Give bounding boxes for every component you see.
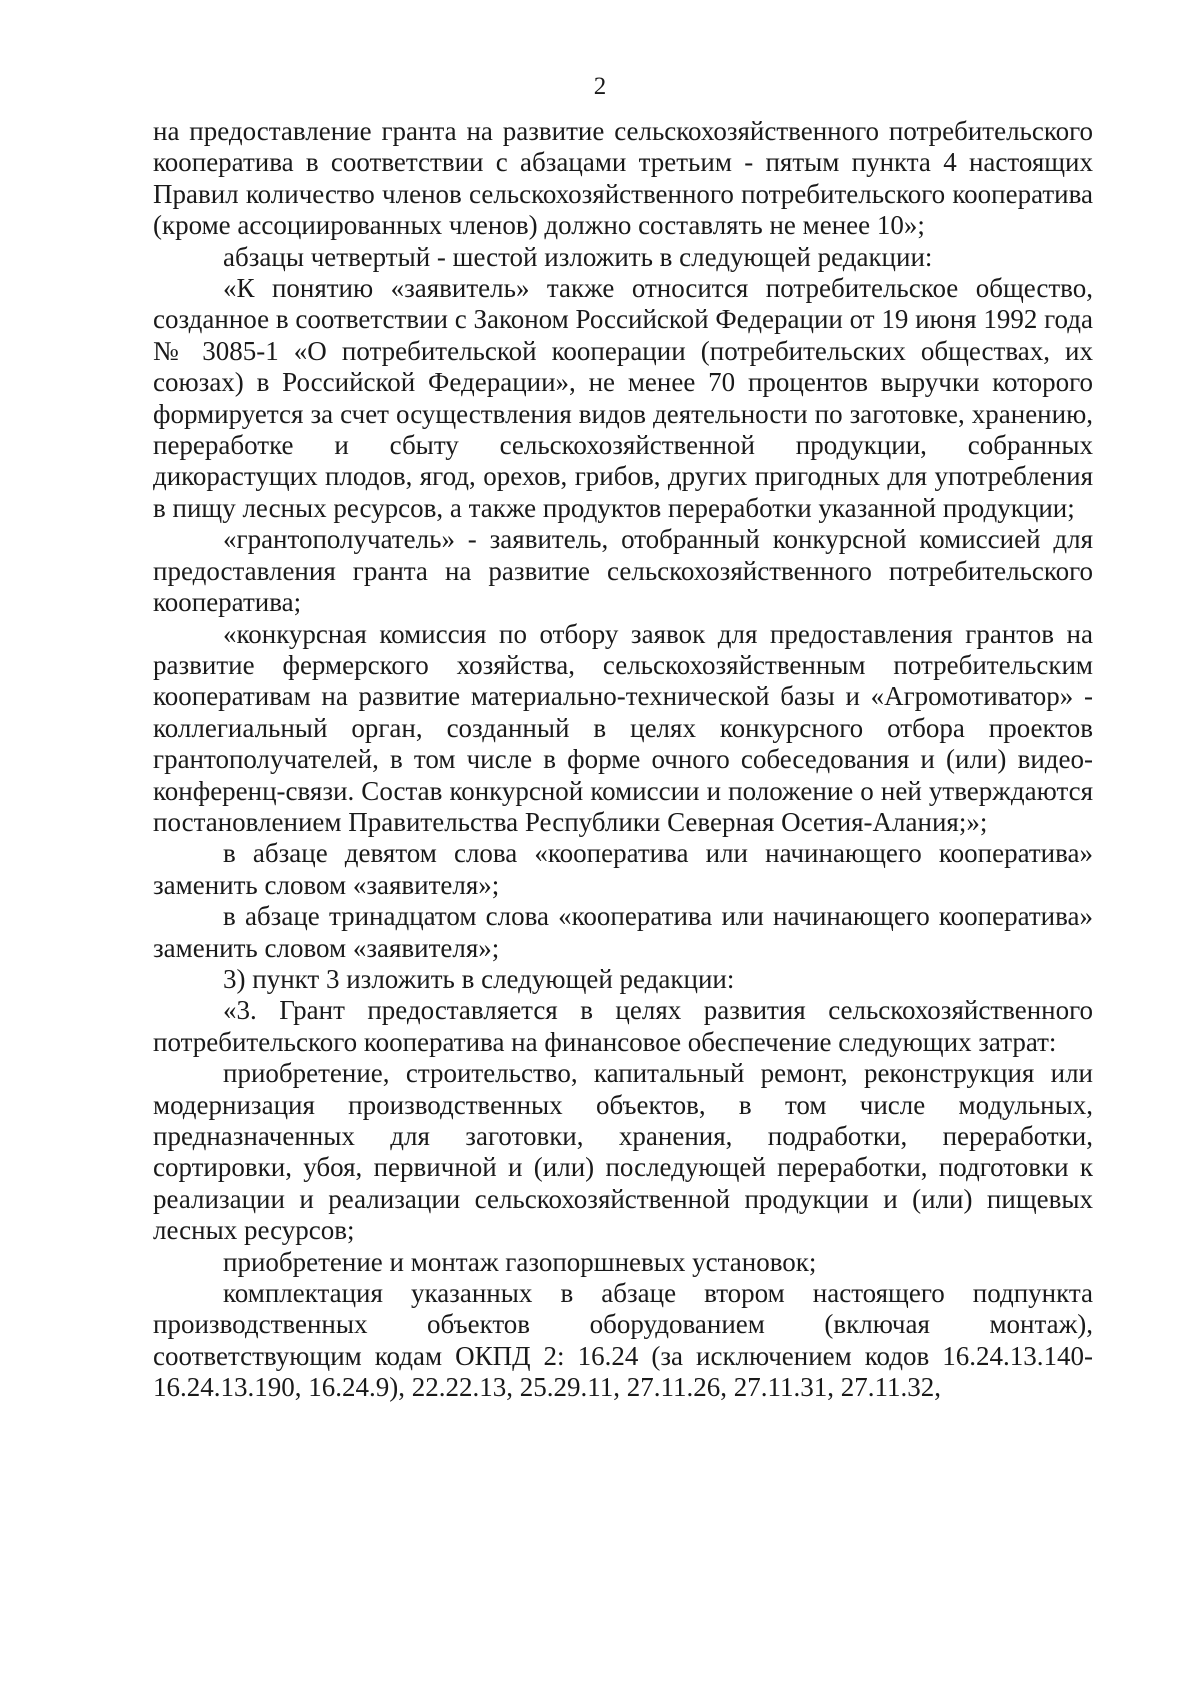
paragraph-thirteenth-replacement: в абзаце тринадцатом слова «кооператива или начинающего кооператива» заменить словом «заявителя»; [153,901,1093,963]
paragraph-ninth-replacement: в абзаце девятом слова «кооператива или начинающего кооператива» заменить словом «заявителя»; [153,838,1093,900]
page-number: 2 [593,73,607,100]
paragraph-grant-recipient-definition: «грантополучатель» - заявитель, отобранный конкурсной комиссией для предоставления гранта на развитие сельскохозяйственного потребительского кооператива; [153,524,1093,618]
paragraph-amendment-intro: абзацы четвертый - шестой изложить в следующей редакции: [223,241,933,272]
paragraph-applicant-definition: «К понятию «заявитель» также относится потребительское общество, созданное в соответствии с Законом Российской Федерации от 19 июня 1992 года № 3085-1 «О потребительской кооперации (потребительских обществах, их союзах) в Российской Федерации», не менее 70 процентов выручки которого формируется за счет осуществления видов деятельности по заготовке, хранению, переработке и сбыту сельскохозяйственной продукции, собранных дикорастущих плодов, ягод, орехов, грибов, других пригодных для употребления в пищу лесных ресурсов, а также продуктов переработки указанной продукции; [153,273,1093,523]
paragraph-commission-definition: «конкурсная комиссия по отбору заявок для предоставления грантов на развитие фермерского хозяйства, сельскохозяйственным потребительским кооперативам на развитие материально-технической базы и «Агромотиватор» - коллегиальный орган, созданный в целях конкурсного отбора проектов грантополучателей, в том числе в форме очного собеседования и (или) видео-конференц-связи. Состав конкурсной комиссии и положение о ней утверждаются постановлением Правительства Республики Северная Осетия-Алания;»; [153,618,1093,837]
paragraph-equipment-okpd: комплектация указанных в абзаце втором настоящего подпункта производственных объектов оборудованием (включая монтаж), соответствующим кодам ОКПД 2: 16.24 (за исключением кодов 16.24.13.140-16.24.13.190, 16.24.9), 22.22.13, 25.29.11, 27.11.26, 27.11.31, 27.11.32, [153,1278,1093,1403]
paragraph-continuation: на предоставление гранта на развитие сельскохозяйственного потребительского кооператива в соответствии с абзацами третьим - пятым пункта 4 настоящих Правил количество членов сельскохозяйственного потребительского кооператива (кроме ассоциированных членов) должно составлять не менее 10»; [153,116,1093,241]
paragraph-acquisition-construction: приобретение, строительство, капитальный ремонт, реконструкция или модернизация производственных объектов, в том числе модульных, предназначенных для заготовки, хранения, подработки, переработки, сортировки, убоя, первичной и (или) последующей переработки, подготовки к реализации и реализации сельскохозяйственной продукции и (или) пищевых лесных ресурсов; [153,1058,1093,1246]
paragraph-item-3-intro: 3) пункт 3 изложить в следующей редакции: [223,963,735,994]
paragraph-grant-purpose: «3. Грант предоставляется в целях развития сельскохозяйственного потребительского кооператива на финансовое обеспечение следующих затрат: [153,995,1093,1057]
document-body [153,116,1093,1404]
paragraph-gas-piston-units: приобретение и монтаж газопоршневых установок; [223,1246,817,1277]
